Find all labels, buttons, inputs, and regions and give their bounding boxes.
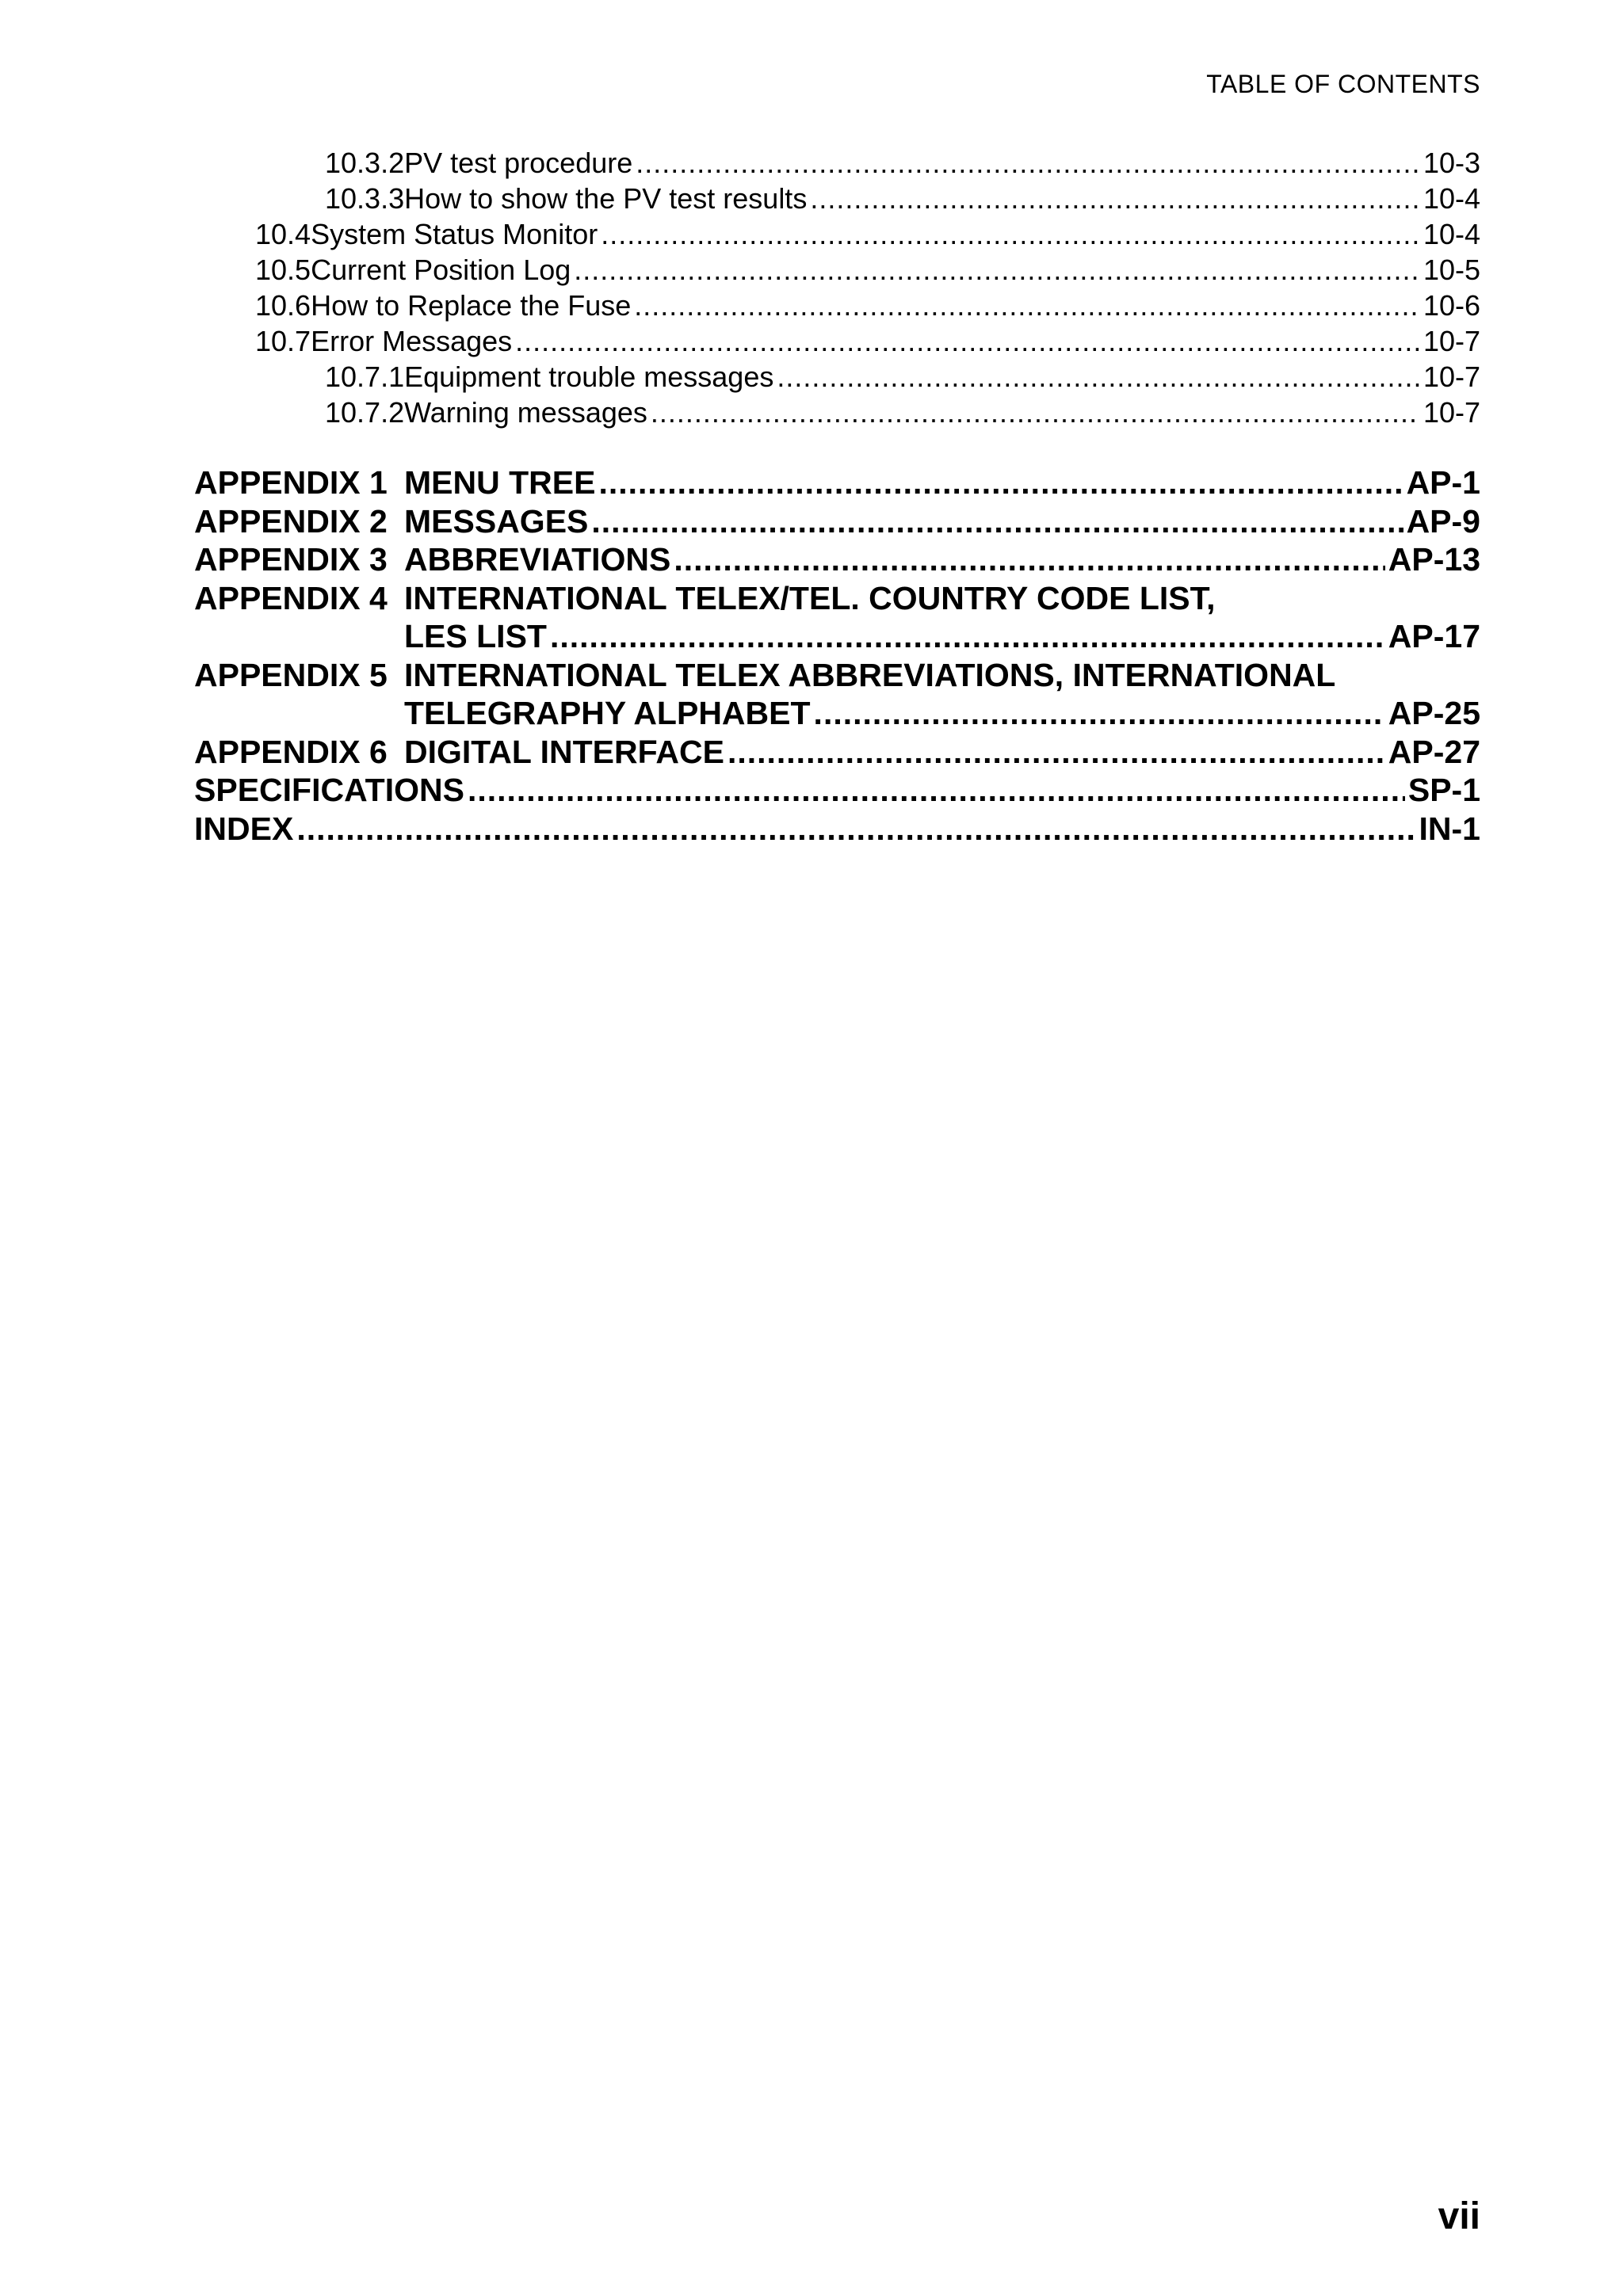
dot-leader xyxy=(727,733,1385,772)
toc-entry-number: 10.3.2 xyxy=(325,147,405,179)
page-number: vii xyxy=(1438,2195,1480,2237)
toc-appendix-entry[interactable] xyxy=(194,733,1480,772)
dot-leader xyxy=(574,252,1420,288)
toc-appendix-entry[interactable] xyxy=(194,656,1480,695)
toc-entry-page: 10-6 xyxy=(1423,289,1480,322)
toc-entry-page: 10-4 xyxy=(1423,182,1480,215)
dot-leader xyxy=(634,288,1420,323)
dot-leader xyxy=(814,694,1385,733)
specifications-page: SP-1 xyxy=(1407,772,1480,808)
appendix-label: APPENDIX 1 xyxy=(194,464,388,501)
dot-leader xyxy=(296,810,1415,849)
appendix-page: AP-1 xyxy=(1406,464,1480,501)
dot-leader xyxy=(550,617,1385,656)
appendix-title-line2: TELEGRAPHY ALPHABET xyxy=(404,695,811,731)
dot-leader xyxy=(810,181,1420,216)
dot-leader xyxy=(636,145,1420,181)
appendix-page: AP-9 xyxy=(1406,502,1480,540)
toc-entry[interactable] xyxy=(0,359,1480,395)
appendix-title: MENU TREE xyxy=(404,464,596,501)
toc-specifications-entry[interactable] xyxy=(194,771,1480,810)
dot-leader xyxy=(598,463,1403,502)
toc-entry[interactable] xyxy=(0,323,1480,359)
appendix-page: AP-25 xyxy=(1388,695,1480,731)
appendix-page: AP-27 xyxy=(1388,733,1480,770)
dot-leader xyxy=(674,540,1384,579)
toc-entry-page: 10-3 xyxy=(1423,147,1480,179)
toc-entry-title: PV test procedure xyxy=(404,147,633,179)
toc-entry-page: 10-4 xyxy=(1423,218,1480,250)
toc-entry-title: Warning messages xyxy=(404,396,647,429)
toc-appendix-entry-continued[interactable] xyxy=(194,617,1480,656)
appendix-title-line1: INTERNATIONAL TELEX ABBREVIATIONS, INTERNATIONAL xyxy=(404,656,1336,693)
toc-entry-title: Current Position Log xyxy=(311,254,571,286)
toc-entry-page: 10-7 xyxy=(1423,360,1480,393)
dot-leader xyxy=(591,502,1403,541)
dot-leader xyxy=(515,323,1420,359)
toc-entry-title: How to Replace the Fuse xyxy=(311,289,632,322)
toc-entry-number: 10.7 xyxy=(255,325,311,357)
toc-entry-number: 10.4 xyxy=(255,218,311,250)
appendix-title-line1: INTERNATIONAL TELEX/TEL. COUNTRY CODE LIST, xyxy=(404,579,1216,616)
toc-entry-page: 10-7 xyxy=(1423,396,1480,429)
toc-entry[interactable] xyxy=(0,216,1480,252)
appendix-label: APPENDIX 3 xyxy=(194,541,388,578)
appendix-title: DIGITAL INTERFACE xyxy=(404,733,724,770)
appendix-page: AP-17 xyxy=(1388,618,1480,654)
index-page: IN-1 xyxy=(1419,810,1480,847)
appendix-label: APPENDIX 5 xyxy=(194,656,388,693)
appendix-label: APPENDIX 4 xyxy=(194,579,388,616)
toc-entry[interactable] xyxy=(0,288,1480,323)
index-title: INDEX xyxy=(194,810,294,847)
toc-entry-number: 10.5 xyxy=(255,254,311,286)
toc-appendix-entry[interactable] xyxy=(194,579,1480,618)
running-header: TABLE OF CONTENTS xyxy=(1206,70,1480,98)
toc-appendix-list xyxy=(194,463,1480,848)
toc-entry-number: 10.7.2 xyxy=(325,396,405,429)
toc-entry-page: 10-7 xyxy=(1423,325,1480,357)
toc-entry-title: Equipment trouble messages xyxy=(404,360,774,393)
appendix-title: MESSAGES xyxy=(404,502,589,540)
appendix-title-line2: LES LIST xyxy=(404,618,547,654)
toc-appendix-entry[interactable] xyxy=(194,540,1480,579)
toc-entry[interactable] xyxy=(0,395,1480,430)
toc-appendix-entry[interactable] xyxy=(194,502,1480,541)
toc-appendix-entry[interactable] xyxy=(194,463,1480,502)
dot-leader xyxy=(468,771,1405,810)
specifications-title: SPECIFICATIONS xyxy=(194,772,464,808)
dot-leader xyxy=(601,216,1420,252)
toc-entry-page: 10-5 xyxy=(1423,254,1480,286)
toc-appendix-entry-continued[interactable] xyxy=(194,694,1480,733)
toc-index-entry[interactable] xyxy=(194,810,1480,849)
toc-entry-title: Error Messages xyxy=(311,325,513,357)
toc-entry[interactable] xyxy=(0,181,1480,216)
toc-entry-title: System Status Monitor xyxy=(311,218,598,250)
appendix-label: APPENDIX 2 xyxy=(194,502,388,540)
toc-entry-number: 10.3.3 xyxy=(325,182,405,215)
toc-subsection-list xyxy=(0,145,1623,430)
dot-leader xyxy=(651,395,1420,430)
toc-entry[interactable] xyxy=(0,145,1480,181)
dot-leader xyxy=(777,359,1420,395)
appendix-page: AP-13 xyxy=(1388,541,1480,578)
toc-entry-number: 10.7.1 xyxy=(325,360,405,393)
appendix-title: ABBREVIATIONS xyxy=(404,541,671,578)
toc-entry-number: 10.6 xyxy=(255,289,311,322)
toc-entry[interactable] xyxy=(0,252,1480,288)
toc-entry-title: How to show the PV test results xyxy=(404,182,808,215)
appendix-label: APPENDIX 6 xyxy=(194,733,388,770)
